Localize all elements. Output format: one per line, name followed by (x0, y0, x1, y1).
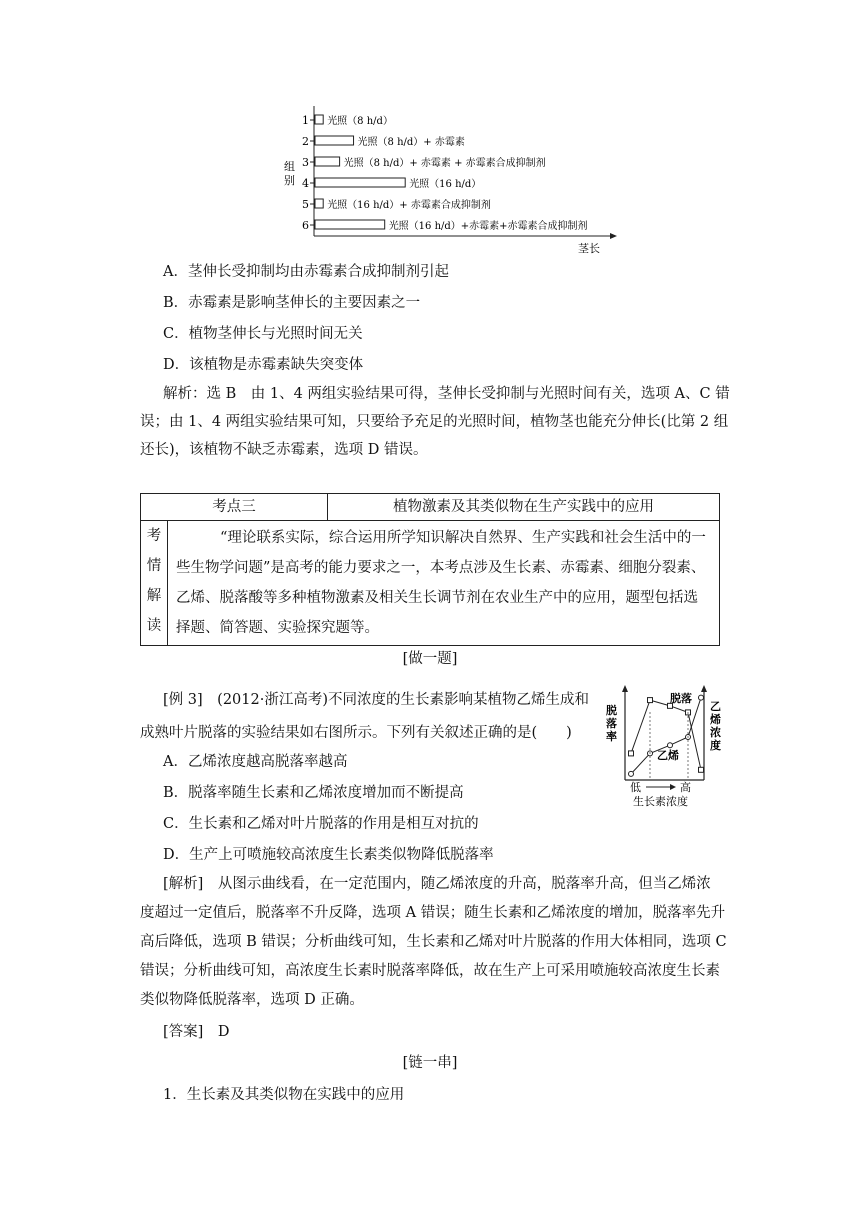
y-right-label-char: 度 (710, 739, 721, 752)
answer-label: [答案] (163, 1024, 204, 1040)
example-option-b: B．脱落率随生长素和乙烯浓度增加而不断提高 (163, 785, 464, 801)
kaodian-name: 考点三 (141, 494, 328, 521)
series-marker-square (699, 767, 704, 772)
bar (315, 199, 323, 208)
example-prefix: [例 3] (163, 692, 203, 708)
y-right-label-char: 浓 (710, 726, 721, 739)
side-char: 读 (146, 618, 162, 634)
bar-label: 光照（8 h/d）+ 赤霉素 (357, 137, 465, 148)
series-marker-circle (668, 743, 673, 748)
y-right-label-char: 烯 (710, 713, 721, 726)
kaodian-body-text: “理论联系实际，综合运用所学知识解决自然界、生产实践和社会生活中的一些生物学问题”是高考的能力要求之一，本考点涉及生长素、赤霉素、细胞分裂素、乙烯、脱落酸等多种植物激素及相关生长调节剂在农业生产中的应用，题型包括选择题、简答题、实验探究题等。 (176, 530, 706, 636)
analysis-line-2: 误；由 1、4 两组实验结果可知，只要给予充足的光照时间，植物茎也能充分伸长(比第 2 组 (140, 414, 729, 430)
bar-label: 光照（16 h/d）+赤霉素+赤霉素合成抑制剂 (388, 221, 588, 232)
example-analysis-line-2: 度超过一定值后，脱落率不升反降，选项 A 错误；随生长素和乙烯浓度的增加，脱落率先升 (140, 905, 726, 921)
y-left-label-char: 率 (606, 730, 617, 743)
bar (315, 220, 385, 229)
analysis-line-3: 还长)，该植物不缺乏赤霉素，选项 D 错误。 (140, 442, 428, 458)
x-axis-label: 生长素浓度 (633, 795, 688, 808)
kaodian-side-label (141, 521, 168, 646)
bar-row-number: 1 (302, 114, 309, 127)
example-option-a: A．乙烯浓度越高脱落率越高 (163, 754, 348, 770)
y-right-label-char: 乙 (710, 700, 721, 713)
series-marker-square (629, 751, 634, 756)
section-lianyichuan: [链一串] (402, 1055, 458, 1071)
option-d: D．该植物是赤霉素缺失突变体 (163, 357, 364, 373)
bar-row-number: 5 (302, 198, 309, 211)
bar-label: 光照（8 h/d） (327, 116, 393, 127)
bar-chart (280, 100, 630, 260)
x-low-label: 低 (630, 781, 641, 794)
bar-row-number: 4 (302, 177, 309, 190)
example-stem-text: 不同浓度的生长素影响某植物乙烯生成和 (327, 692, 589, 708)
series-marker-circle (629, 771, 634, 776)
bar-chart-axis-label: 茎长 (578, 242, 600, 255)
bar (315, 115, 323, 124)
analysis-line-1: 解析：选 B 由 1、4 两组实验结果可得，茎伸长受抑制与光照时间有关，选项 A、C 错 (163, 386, 730, 402)
example-analysis-line-5: 类似物降低脱落率，选项 D 正确。 (140, 992, 364, 1008)
bar-label: 光照（16 h/d） (409, 179, 482, 190)
kaodian-table (140, 493, 720, 646)
bar-row-number: 6 (302, 219, 309, 232)
example-analysis-line-3: 高后降低，选项 B 错误；分析曲线可知，生长素和乙烯对叶片脱落的作用大体相同，选项 C (140, 934, 727, 950)
bar-label: 光照（16 h/d）+ 赤霉素合成抑制剂 (327, 200, 491, 211)
example-source: (2012·浙江高考) (217, 692, 328, 708)
bar-label: 光照（8 h/d）+ 赤霉素 + 赤霉素合成抑制剂 (343, 158, 546, 169)
example-analysis-line-1: [解析] 从图示曲线看，在一定范围内，随乙烯浓度的升高，脱落率升高，但当乙烯浓 (163, 876, 711, 892)
section-zuoyiti: [做一题] (402, 651, 458, 667)
bar (315, 178, 405, 187)
bar (315, 136, 354, 145)
option-a: A．茎伸长受抑制均由赤霉素合成抑制剂引起 (163, 264, 449, 280)
option-b: B．赤霉素是影响茎伸长的主要因素之一 (163, 295, 421, 311)
kaodian-body (168, 521, 720, 646)
bar-row-number: 3 (302, 156, 309, 169)
bar (315, 157, 340, 166)
side-char: 情 (146, 558, 162, 574)
series-marker-square (648, 698, 653, 703)
option-c: C．植物茎伸长与光照时间无关 (163, 326, 363, 342)
side-char: 解 (146, 588, 162, 604)
example-stem-line-1 (163, 690, 589, 710)
side-char: 考 (146, 528, 162, 544)
section-1-heading: 1．生长素及其类似物在实践中的应用 (163, 1087, 405, 1103)
example-option-d: D．生产上可喷施较高浓度生长素类似物降低脱落率 (163, 847, 494, 863)
series-label: 脱落 (670, 692, 692, 705)
example-stem-line-2: 成熟叶片脱落的实验结果如右图所示。下列有关叙述正确的是( ) (140, 725, 572, 741)
left-axis-arrow (622, 685, 628, 692)
x-axis-arrow (610, 233, 617, 239)
example-option-c: C．生长素和乙烯对叶片脱落的作用是相互对抗的 (163, 816, 479, 832)
series-marker-circle (699, 695, 704, 700)
kaodian-title: 植物激素及其类似物在生产实践中的应用 (328, 494, 720, 521)
group-label-char-2: 别 (284, 174, 295, 187)
answer-value: D (217, 1024, 230, 1040)
y-left-label-char: 脱 (606, 704, 617, 717)
right-axis-arrow (701, 685, 707, 692)
x-high-label: 高 (680, 781, 691, 794)
line-chart (600, 684, 740, 814)
example-analysis-line-4: 错误；分析曲线可知，高浓度生长素时脱落率降低，故在生产上可采用喷施较高浓度生长素 (140, 963, 720, 979)
series-label: 乙烯 (657, 749, 679, 762)
y-left-label-char: 落 (606, 717, 617, 730)
example-answer (163, 1022, 229, 1042)
x-direction-arrow-head (670, 784, 676, 790)
group-label-char-1: 组 (284, 160, 295, 173)
bar-row-number: 2 (302, 135, 309, 148)
